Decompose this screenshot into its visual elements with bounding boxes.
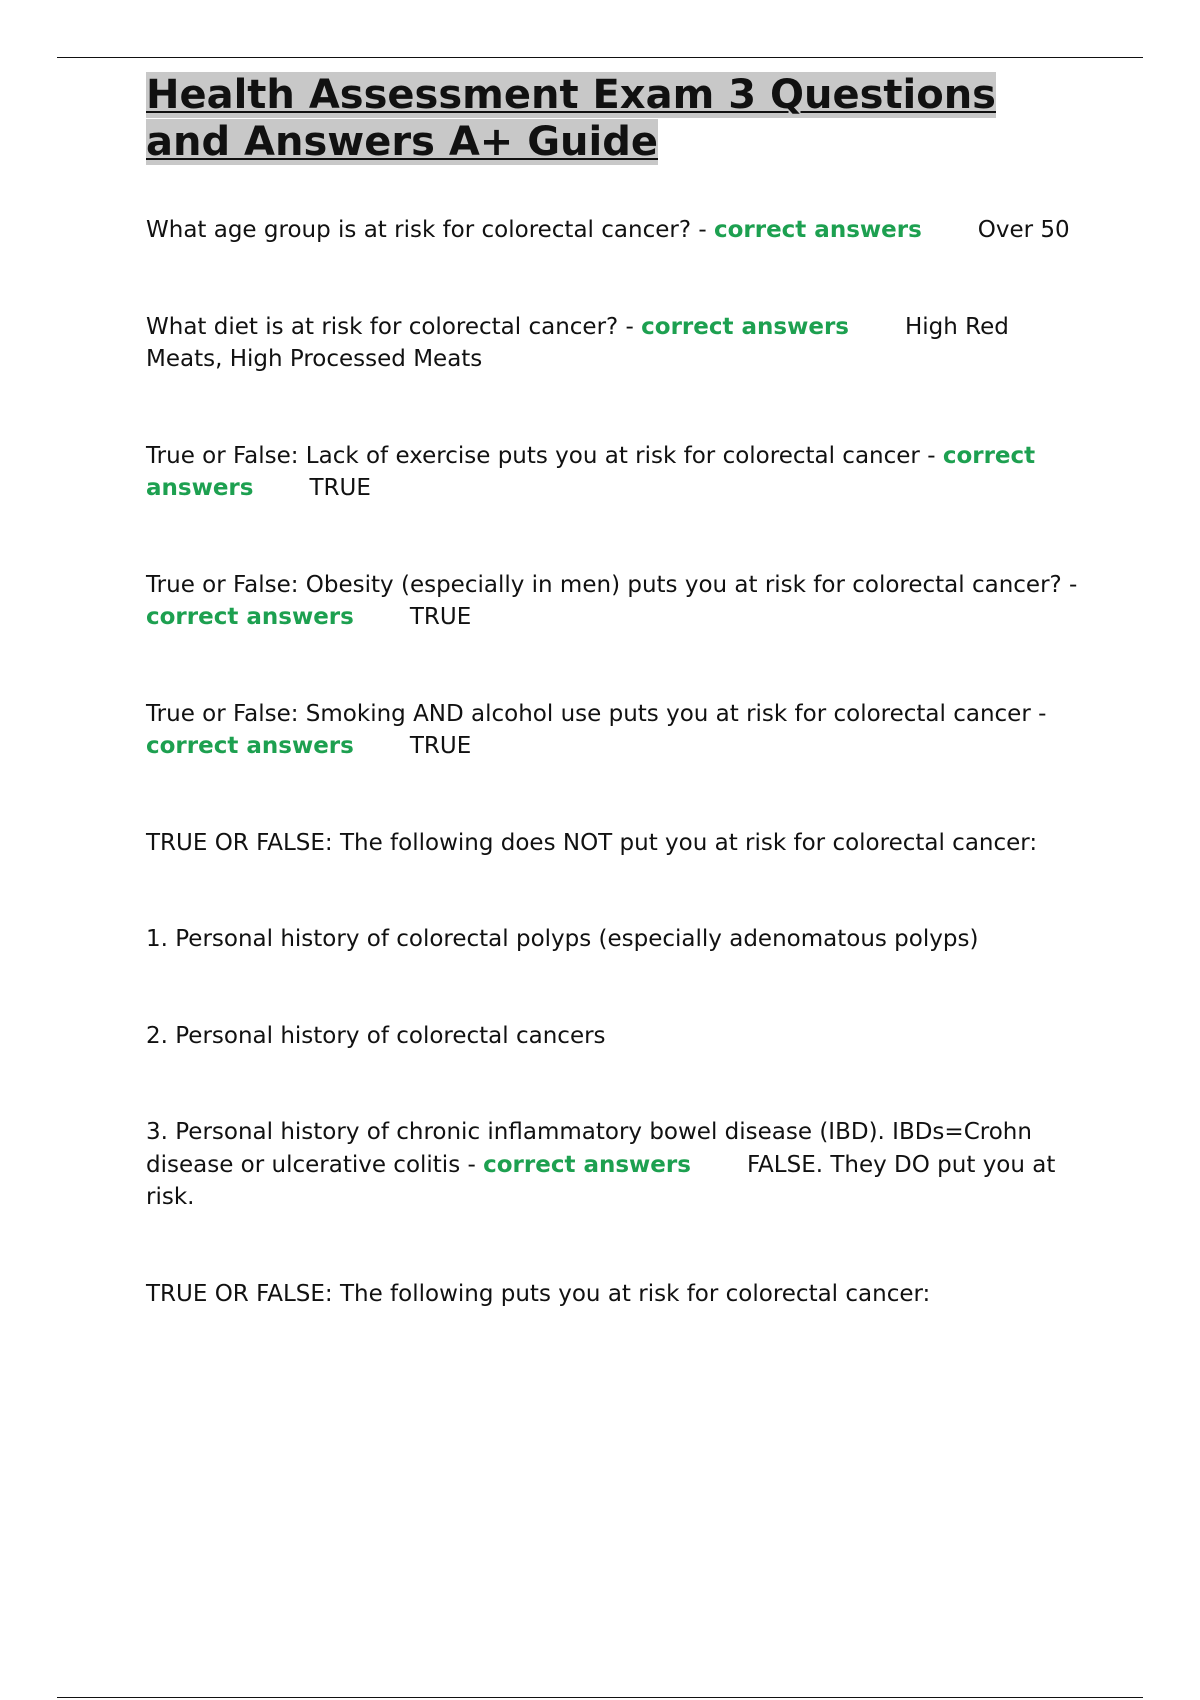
qa-entry-7 [146,1116,1082,1214]
qa-entry-4 [146,569,1082,634]
answer-label: correct answers [146,604,354,630]
answer-label: correct answers [483,1151,691,1178]
list-item-1 [146,923,1082,956]
qa-entry-1 [146,214,1082,247]
answer-text: TRUE [309,475,371,501]
answer-text: High Red Meats, High Processed Meats [146,313,1009,372]
qa-entry-3 [146,440,1082,505]
title-line-1: Health Assessment Exam 3 Questions [146,72,996,118]
question-text: What age group is at risk for colorectal cancer? - [146,217,714,243]
question-text: TRUE OR FALSE: The following does NOT put you at risk for colorectal cancer: [146,829,1038,856]
answer-label: correct answers [146,442,1036,501]
answer-label: correct answers [146,733,354,759]
list-item-text: 2. Personal history of colorectal cancers [146,1022,606,1049]
answer-text: FALSE. They DO put you at risk. [146,1151,1056,1210]
qa-entry-8 [146,1278,1082,1311]
document-body [146,72,1082,1310]
qa-list [146,214,1082,1310]
qa-entry-2 [146,311,1082,376]
question-text: True or False: Obesity (especially in men) puts you at risk for colorectal cancer? - [146,571,1078,598]
answer-label: correct answers [713,217,922,243]
list-item-2 [146,1020,1082,1053]
header-rule [57,57,1143,58]
question-text: 3. Personal history of chronic inflammatory bowel disease (IBD). IBDs=Crohn disease or ulcerative colitis - [146,1119,1032,1178]
footer-rule [57,1697,1143,1698]
answer-label: correct answers [641,313,849,340]
qa-entry-6 [146,827,1082,860]
qa-entry-5 [146,698,1082,763]
answer-text: TRUE [409,604,472,630]
title-line-2: and Answers A+ Guide [146,119,658,165]
question-text: True or False: Lack of exercise puts you at risk for colorectal cancer - [146,442,943,469]
answer-text: TRUE [409,733,472,759]
question-text: True or False: Smoking AND alcohol use puts you at risk for colorectal cancer - [146,700,1047,727]
list-item-text: 1. Personal history of colorectal polyps (especially adenomatous polyps) [146,926,979,952]
answer-text: Over 50 [977,217,1070,243]
question-text: What diet is at risk for colorectal cancer? - [146,313,642,340]
document-title [146,72,1082,166]
question-text: TRUE OR FALSE: The following puts you at risk for colorectal cancer: [146,1280,931,1307]
